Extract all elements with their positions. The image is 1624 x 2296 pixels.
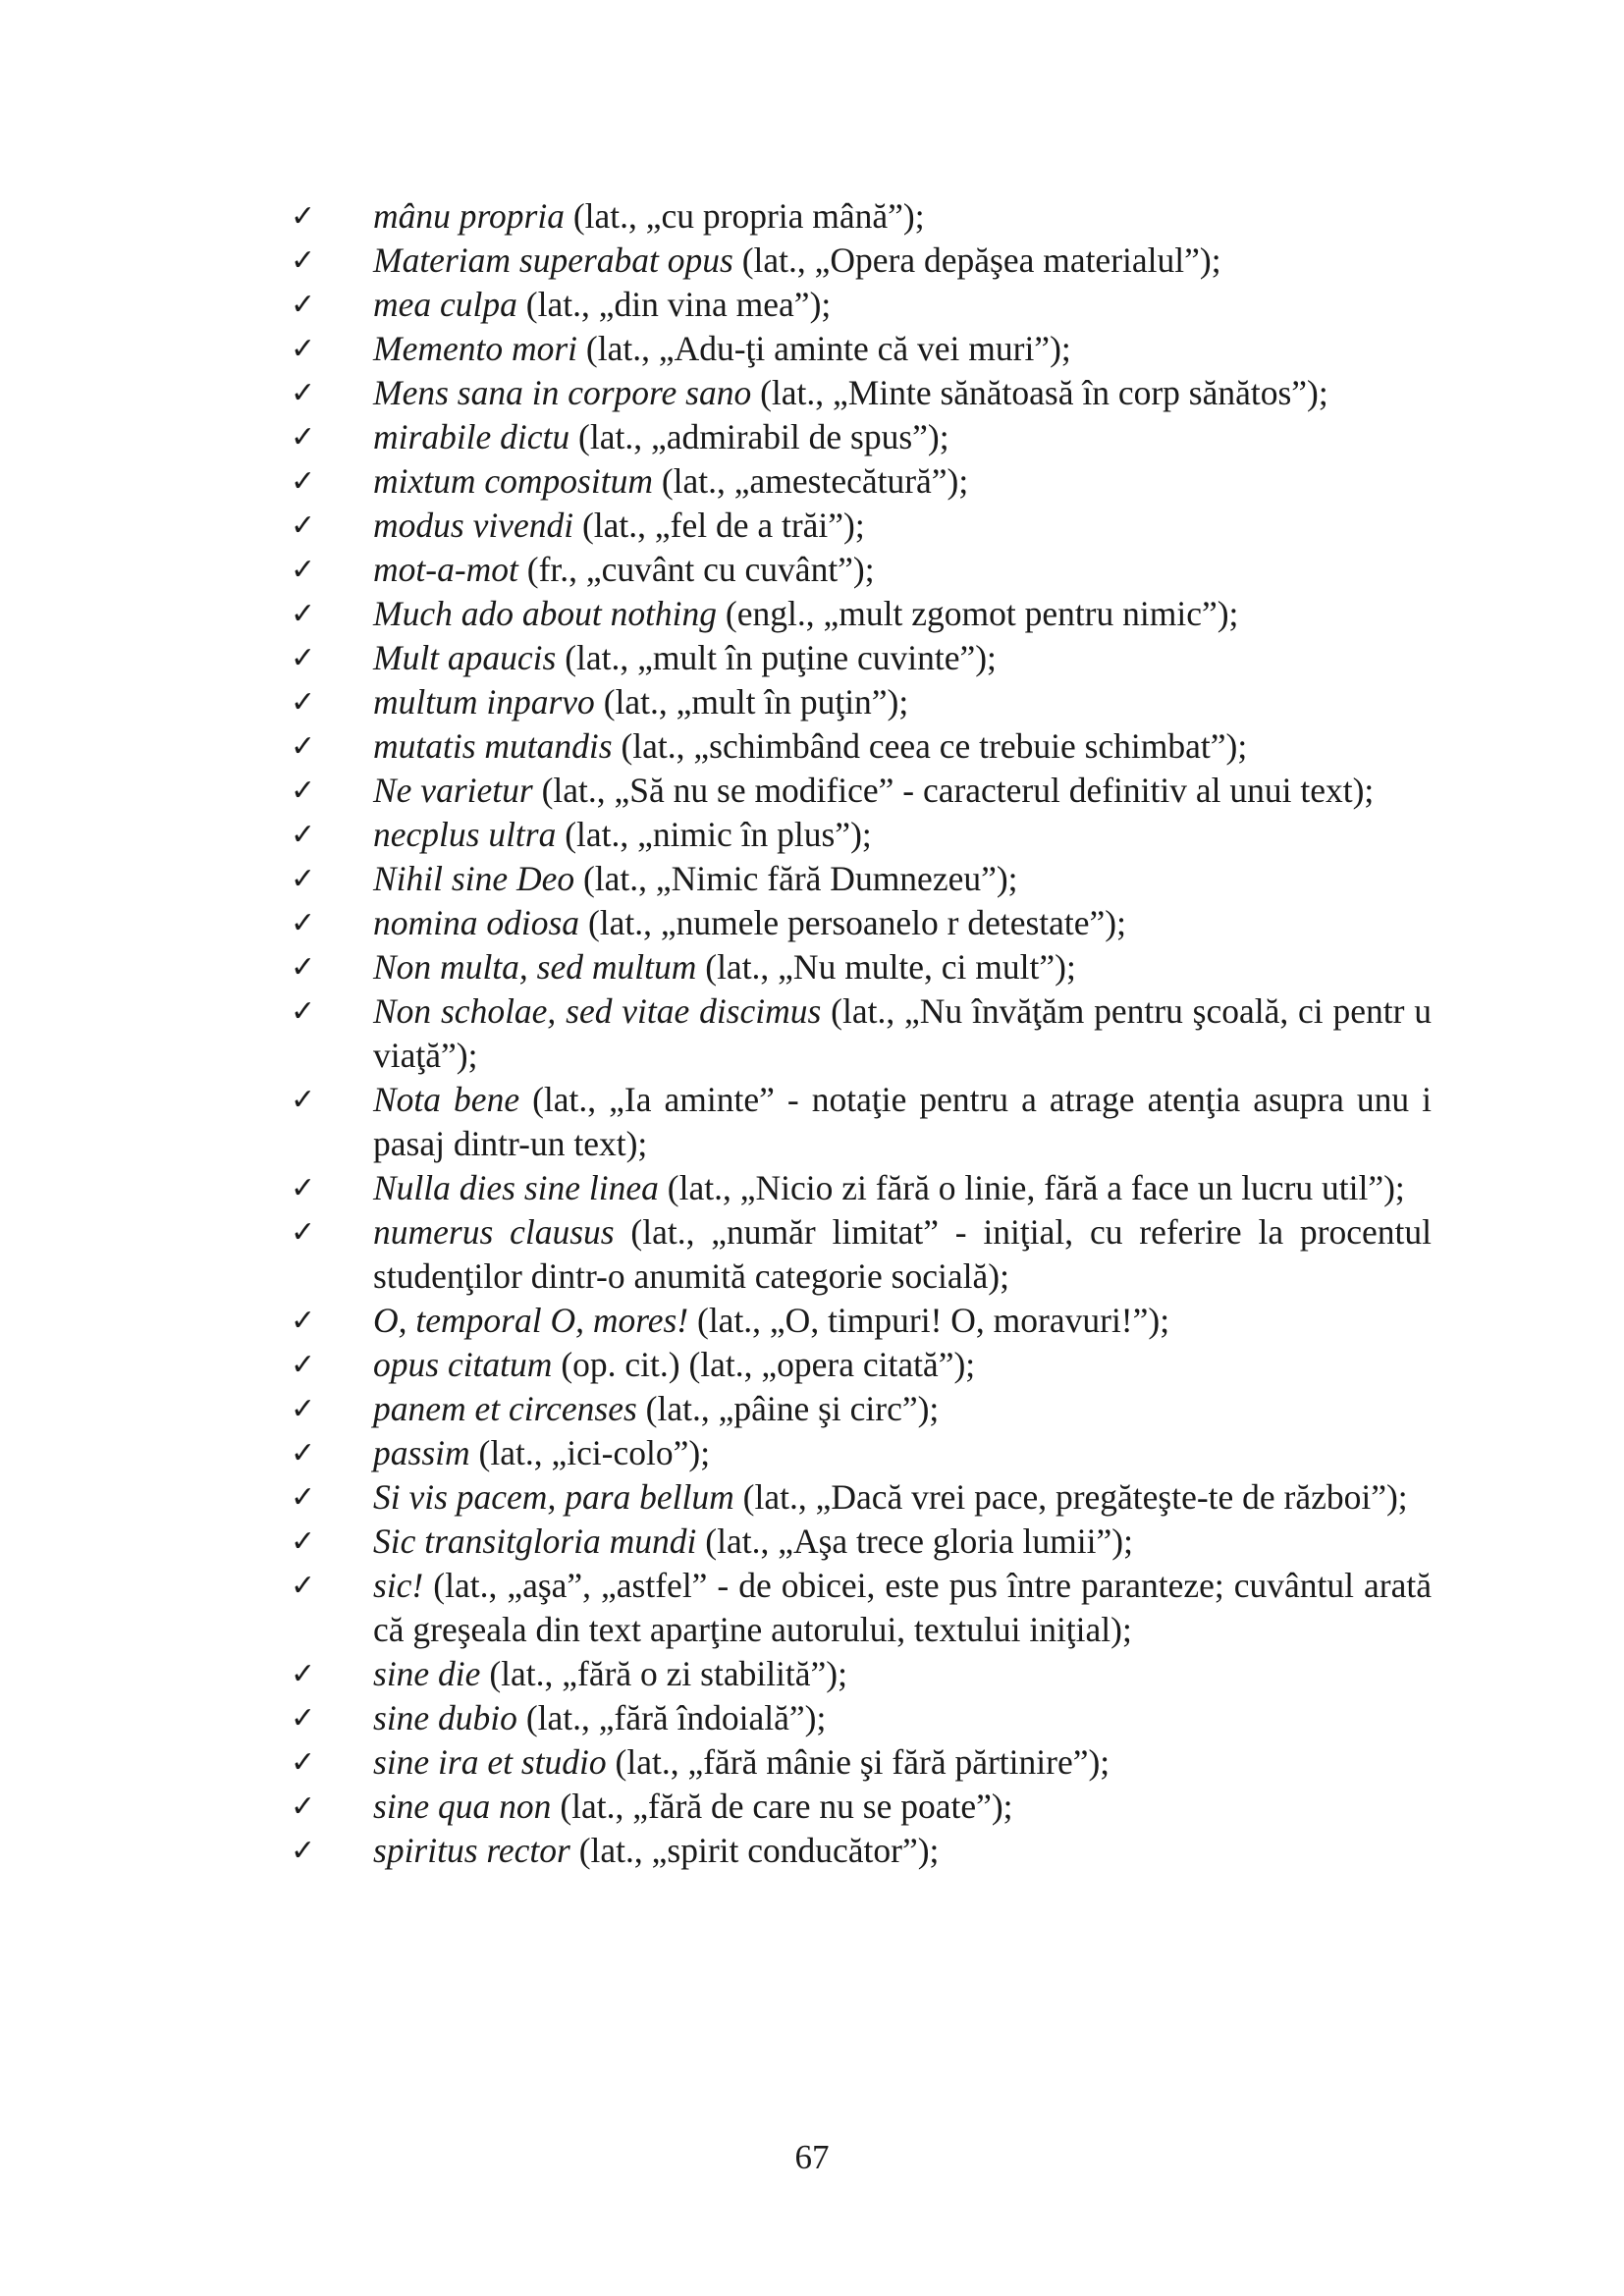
list-item xyxy=(291,724,1432,769)
list-item xyxy=(291,194,1432,239)
list-item xyxy=(291,592,1432,636)
expression-term: mirabile dictu xyxy=(373,417,570,456)
checkmark-icon: ✓ xyxy=(291,376,316,410)
page-number: 67 xyxy=(794,2138,830,2176)
expression-gloss: (lat., „fără îndoială”); xyxy=(516,1698,827,1737)
checkmark-icon: ✓ xyxy=(291,1834,316,1868)
list-item xyxy=(291,1078,1432,1166)
checkmark-icon: ✓ xyxy=(291,1701,316,1735)
expression-term: O, temporal O, mores! xyxy=(373,1301,689,1340)
checkmark-icon: ✓ xyxy=(291,641,316,675)
expression-term: Memento mori xyxy=(373,329,578,368)
list-item xyxy=(291,1475,1432,1520)
list-item xyxy=(291,945,1432,989)
expression-term: mânu propria xyxy=(373,196,565,236)
expression-term: multum inparvo xyxy=(373,682,595,721)
checkmark-icon: ✓ xyxy=(291,199,316,234)
expression-term: Sic transitgloria mundi xyxy=(373,1522,697,1561)
expression-term: Si vis pacem, para bellum xyxy=(373,1477,734,1517)
expression-gloss: (lat., „ici-colo”); xyxy=(469,1433,711,1472)
expression-gloss: (lat., „Nicio zi fără o linie, fără a face un lucru util”); xyxy=(658,1168,1405,1207)
checkmark-icon: ✓ xyxy=(291,464,316,499)
list-item xyxy=(291,548,1432,592)
expression-gloss: (lat., „Dacă vrei pace, pregăteşte-te de război”); xyxy=(733,1477,1408,1517)
expression-term: mea culpa xyxy=(373,285,517,324)
list-item xyxy=(291,857,1432,901)
expression-gloss: (lat., „fără o zi stabilită”); xyxy=(480,1654,847,1693)
checkmark-icon: ✓ xyxy=(291,1083,316,1117)
checkmark-icon: ✓ xyxy=(291,906,316,940)
expression-term: panem et circenses xyxy=(373,1389,637,1428)
checkmark-icon: ✓ xyxy=(291,1569,316,1603)
expression-term: opus citatum xyxy=(373,1345,553,1384)
expression-gloss: (lat., „aşa”, „astfel” - de obicei, este pus între paranteze; cuvântul arată că greşeala din text aparţine autorului, textului iniţial); xyxy=(373,1566,1432,1649)
checkmark-icon: ✓ xyxy=(291,729,316,764)
list-item xyxy=(291,1652,1432,1696)
expression-gloss: (lat., „pâine şi circ”); xyxy=(636,1389,940,1428)
expression-term: necplus ultra xyxy=(373,815,557,854)
expression-gloss: (lat., „Adu-ţi aminte că vei muri”); xyxy=(577,329,1071,368)
expression-gloss: (lat., „Opera depăşea materialul”); xyxy=(732,240,1221,280)
checkmark-icon: ✓ xyxy=(291,332,316,366)
checkmark-icon: ✓ xyxy=(291,994,316,1029)
checkmark-icon: ✓ xyxy=(291,1657,316,1691)
expression-gloss: (lat., „numele persoanelo r detestate”); xyxy=(579,903,1126,942)
checkmark-icon: ✓ xyxy=(291,288,316,322)
expression-term: sine dubio xyxy=(373,1698,517,1737)
checkmark-icon: ✓ xyxy=(291,1480,316,1515)
expression-gloss: (lat., „Să nu se modifice” - caracterul definitiv al unui text); xyxy=(532,771,1375,810)
expression-term: nomina odiosa xyxy=(373,903,580,942)
checkmark-icon: ✓ xyxy=(291,1392,316,1426)
expression-gloss: (op. cit.) (lat., „opera citată”); xyxy=(552,1345,976,1384)
expression-term: sic! xyxy=(373,1566,424,1605)
list-item xyxy=(291,459,1432,504)
expression-term: Much ado about nothing xyxy=(373,594,718,633)
expression-gloss: (lat., „cu propria mână”); xyxy=(564,196,925,236)
list-item xyxy=(291,504,1432,548)
expression-term: sine qua non xyxy=(373,1787,552,1826)
list-item xyxy=(291,1210,1432,1299)
checkmark-icon: ✓ xyxy=(291,862,316,896)
list-item xyxy=(291,769,1432,813)
expression-term: Non multa, sed multum xyxy=(373,947,697,987)
list-item xyxy=(291,1343,1432,1387)
list-item xyxy=(291,1387,1432,1431)
expression-term: mixtum compositum xyxy=(373,461,653,501)
list-item xyxy=(291,1520,1432,1564)
expression-term: sine die xyxy=(373,1654,481,1693)
list-item xyxy=(291,1785,1432,1829)
expression-term: modus vivendi xyxy=(373,506,574,545)
list-item xyxy=(291,1299,1432,1343)
checkmark-icon: ✓ xyxy=(291,508,316,543)
expression-term: mot-a-mot xyxy=(373,550,518,589)
expression-gloss: (lat., „Ia aminte” - notaţie pentru a atrage atenţia asupra unu i pasaj dintr-un text); xyxy=(373,1080,1432,1163)
expression-term: Nota bene xyxy=(373,1080,520,1119)
expression-gloss: (lat., „Aşa trece gloria lumii”); xyxy=(696,1522,1133,1561)
list-item xyxy=(291,1166,1432,1210)
expression-gloss: (lat., „Minte sănătoasă în corp sănătos”); xyxy=(751,373,1328,412)
list-item xyxy=(291,1829,1432,1873)
checkmark-icon: ✓ xyxy=(291,243,316,278)
expression-term: mutatis mutandis xyxy=(373,726,613,766)
checkmark-icon: ✓ xyxy=(291,1304,316,1338)
checkmark-icon: ✓ xyxy=(291,1436,316,1470)
list-item xyxy=(291,239,1432,283)
expression-term: passim xyxy=(373,1433,470,1472)
expression-term: sine ira et studio xyxy=(373,1742,607,1782)
list-item xyxy=(291,327,1432,371)
expression-term: Nulla dies sine linea xyxy=(373,1168,659,1207)
expression-gloss: (lat., „fără de care nu se poate”); xyxy=(551,1787,1013,1826)
expression-gloss: (lat., „amestecătură”); xyxy=(652,461,969,501)
list-item xyxy=(291,283,1432,327)
checkmark-icon: ✓ xyxy=(291,553,316,587)
expression-gloss: (lat., „schimbând ceea ce trebuie schimbat”); xyxy=(612,726,1248,766)
expression-term: spiritus rector xyxy=(373,1831,570,1870)
expression-gloss: (lat., „din vina mea”); xyxy=(516,285,832,324)
list-item xyxy=(291,1564,1432,1652)
expression-term: Ne varietur xyxy=(373,771,533,810)
list-item xyxy=(291,415,1432,459)
list-item xyxy=(291,901,1432,945)
expression-gloss: (engl., „mult zgomot pentru nimic”); xyxy=(717,594,1239,633)
expression-gloss: (lat., „fel de a trăi”); xyxy=(573,506,865,545)
checkmark-icon: ✓ xyxy=(291,685,316,720)
list-item xyxy=(291,1431,1432,1475)
list-item xyxy=(291,989,1432,1078)
list-item xyxy=(291,1696,1432,1740)
expression-gloss: (fr., „cuvânt cu cuvânt”); xyxy=(517,550,875,589)
checkmark-icon: ✓ xyxy=(291,597,316,631)
expression-gloss: (lat., „nimic în plus”); xyxy=(556,815,872,854)
list-item xyxy=(291,371,1432,415)
checkmark-icon: ✓ xyxy=(291,420,316,454)
checkmark-icon: ✓ xyxy=(291,1215,316,1250)
expression-term: numerus clausus xyxy=(373,1212,615,1252)
checkmark-icon: ✓ xyxy=(291,1789,316,1824)
expression-gloss: (lat., „admirabil de spus”); xyxy=(569,417,949,456)
checkmark-icon: ✓ xyxy=(291,1745,316,1780)
checkmark-icon: ✓ xyxy=(291,1171,316,1205)
list-item xyxy=(291,1740,1432,1785)
expression-term: Nihil sine Deo xyxy=(373,859,575,898)
expression-gloss: (lat., „mult în puţine cuvinte”); xyxy=(556,638,997,677)
expression-term: Mult apaucis xyxy=(373,638,557,677)
checkmark-icon: ✓ xyxy=(291,950,316,985)
checkmark-icon: ✓ xyxy=(291,1524,316,1559)
checkmark-icon: ✓ xyxy=(291,774,316,808)
list-item xyxy=(291,636,1432,680)
expression-list xyxy=(291,194,1432,1873)
expression-term: Mens sana in corpore sano xyxy=(373,373,752,412)
checkmark-icon: ✓ xyxy=(291,818,316,852)
list-item xyxy=(291,680,1432,724)
expression-term: Materiam superabat opus xyxy=(373,240,733,280)
expression-term: Non scholae, sed vitae discimus xyxy=(373,991,822,1031)
expression-gloss: (lat., „număr limitat” - iniţial, cu referire la procentul studenţilor dintr-o anumită categorie socială); xyxy=(373,1212,1432,1296)
expression-gloss: (lat., „Nimic fără Dumnezeu”); xyxy=(574,859,1018,898)
expression-gloss: (lat., „fără mânie şi fără părtinire”); xyxy=(606,1742,1110,1782)
expression-gloss: (lat., „Nu multe, ci mult”); xyxy=(696,947,1076,987)
expression-gloss: (lat., „Nu învăţăm pentru şcoală, ci pentr u viaţă”); xyxy=(373,991,1432,1075)
list-item xyxy=(291,813,1432,857)
expression-gloss: (lat., „spirit conducător”); xyxy=(569,1831,940,1870)
expression-gloss: (lat., „mult în puţin”); xyxy=(594,682,909,721)
expression-gloss: (lat., „O, timpuri! O, moravuri!”); xyxy=(688,1301,1170,1340)
checkmark-icon: ✓ xyxy=(291,1348,316,1382)
